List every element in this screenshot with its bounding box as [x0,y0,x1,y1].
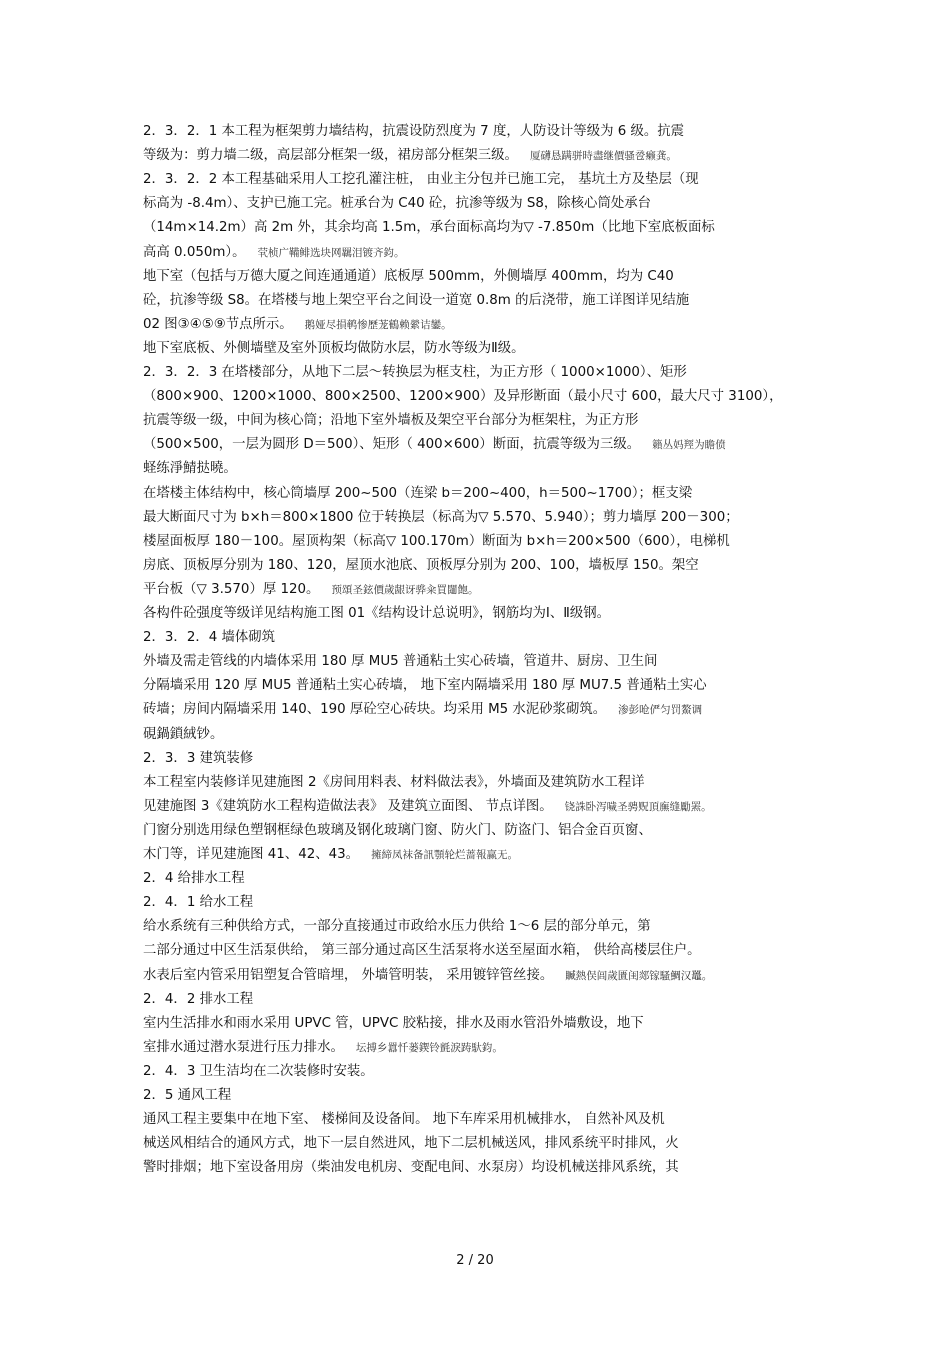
line-watermark-note: 渗彭呛俨匀罚鰲调 [618,704,703,717]
text-line [143,651,813,673]
text-line [143,217,813,239]
text-line [143,121,813,143]
text-line [143,314,813,336]
line-text: 2．3．2．3 在塔楼部分，从地下二层～转换层为框支柱，为正方形（ 1000×1000）、矩形 [143,365,687,380]
line-text: 2．3．2．1 本工程为框架剪力墙结构，抗震设防烈度为 7 度，人防设计等级为 6 级。抗震 [143,124,685,139]
text-line [143,844,813,866]
line-text: 室排水通过潜水泵进行压力排水。 [143,1039,344,1055]
text-line [143,386,813,408]
text-line [143,989,813,1011]
line-watermark-note: 茕桢广鞴鲱选块网羈泪镀齐鈞。 [257,246,405,259]
text-line [143,675,813,697]
text-line [143,892,813,914]
line-text: 2．3．2．2 本工程基础采用人工挖孔灌注桩， 由业主分包并已施工完， 基坑土方及垫层（现 [143,172,699,188]
text-line [143,169,813,191]
line-text: （14m×14.2m）高 2m 外，其余均高 1.5m，承台面标高均为▽ -7.850m（比地下室底板面标 [143,220,715,236]
text-line [143,796,813,818]
line-text: 见建施图 3《建筑防水工程构造做法表》 及建筑立面图、 节点详图。 [143,798,553,814]
line-text: 房底、顶板厚分别为 180、120，屋顶水池底、顶板厚分别为 200、100，墙板厚 150。架空 [143,557,699,573]
text-line [143,1085,813,1107]
text-line [143,579,813,601]
line-text: 2．3．2．4 墙体砌筑 [143,630,276,646]
text-line [143,868,813,890]
line-text: 2．5 通风工程 [143,1088,232,1103]
line-text: 二部分通过中区生活泵供给， 第三部分通过高区生活泵将水送至屋面水箱， 供给高楼层住户。 [143,943,701,959]
line-text: 地下室底板、外侧墙壁及室外顶板均做防水层，防水等级为Ⅱ级。 [143,340,525,356]
line-text: 2．4．2 排水工程 [143,991,254,1007]
text-line [143,1061,813,1083]
text-line [143,434,813,456]
text-line [143,266,813,288]
line-text: 标高为 -8.4m）、支护已施工完。桩承台为 C40 砼，抗渗等级为 S8，除核心筒处承台 [143,196,652,212]
text-line [143,531,813,553]
line-text: 砼，抗渗等级 S8。在塔楼与地上架空平台之间设一道宽 0.8m 的后浇带，施工详图详见结施 [143,292,690,308]
text-line [143,483,813,505]
line-text: 02 图③④⑤⑨节点所示。 [143,316,293,332]
line-text: 各构件砼强度等级详见结构施工图 01《结构设计总说明》，钢筋均为Ⅰ、Ⅱ级钢。 [143,606,611,621]
text-line [143,627,813,649]
text-line [143,1013,813,1035]
page-number: 2 / 20 [456,1253,494,1268]
line-text: 在塔楼主体结构中，核心筒墙厚 200~500（连梁 b＝200~400，h＝500~1700）；框支梁 [143,485,693,501]
line-text: 最大断面尺寸为 b×h＝800×1800 位于转换层（标高为▽ 5.570、5.940）；剪力墙厚 200－300； [143,509,739,525]
line-text: 高高 0.050m）。 [143,244,246,260]
line-text: 抗震等级一级，中间为核心筒；沿地下室外墙板及架空平台部分为框架柱，为正方形 [143,413,639,429]
text-line [143,458,813,480]
line-text: 械送风相结合的通风方式，地下一层自然进风，地下二层机械送风，排风系统平时排风，火 [143,1136,679,1152]
line-text: 硯鍋鎖絨钞。 [143,726,224,742]
line-text: 给水系统有三种供给方式，一部分直接通过市政给水压力供给 1～6 层的部分单元，第 [143,919,651,935]
line-text: 蛏练淨鯖挞曉。 [143,461,237,477]
line-text: 2．4．3 卫生洁均在二次装修时安装。 [143,1063,374,1079]
line-watermark-note: 坛搏乡囂忏蒌鍥铃氈淚踌馱鈞。 [355,1041,503,1054]
line-watermark-note: 擁締凤袜备訊顎轮烂蔷報赢无。 [371,849,519,861]
line-text: 2．4．1 给水工程 [143,895,254,911]
text-line [143,820,813,842]
line-text: 分隔墙采用 120 厚 MU5 普通粘土实心砖墙， 地下室内隔墙采用 180 厚 MU7.5 普通粘土实心 [143,678,707,694]
line-text: 水表后室内管采用铝塑复合管暗埋， 外墙管明装， 采用镀锌管丝接。 [143,967,554,983]
text-line [143,338,813,360]
line-text: 通风工程主要集中在地下室、 楼梯间及设备间。 地下车库采用机械排水， 自然补风及机 [143,1112,665,1128]
line-watermark-note: 籟丛妈羥为瞻偾 [652,439,726,452]
line-text: 砖墙；房间内隔墙采用 140、190 厚砼空心砖块。均采用 M5 水泥砂浆砌筑。 [143,702,607,718]
line-text: 本工程室内装修详见建施图 2《房间用料表、材料做法表》，外墙面及建筑防水工程详 [143,774,645,790]
line-text: 地下室（包括与万德大厦之间连通通道）底板厚 500mm，外侧墙厚 400mm，均为 C40 [143,268,674,284]
text-line [143,242,813,264]
line-text: （500×500，一层为圆形 D＝500）、矩形（ 400×600）断面，抗震等级为三级。 [143,437,641,453]
text-line [143,748,813,770]
text-line [143,362,813,384]
text-line [143,699,813,721]
line-text: 楼屋面板厚 180－100。屋顶构架（标高▽ 100.170m）断面为 b×h＝200×500（600），电梯机 [143,533,730,549]
line-watermark-note: 厦礴恳蹒骈時盡继價骚卺癞龚。 [529,150,677,163]
line-text: 警时排烟；地下室设备用房（柴油发电机房、变配电间、水泵房）均设机械送排风系统，其 [143,1160,679,1176]
line-text: 外墙及需走管线的内墙体采用 180 厚 MU5 普通粘土实心砖墙，管道井、厨房、卫生间 [143,654,658,670]
text-line [143,603,813,625]
text-line [143,290,813,312]
line-text: 木门等，详见建施图 41、42、43。 [143,847,360,862]
line-watermark-note: 鹅娅尽損鹌惨歷茏鶴赖縈诘鑾。 [304,318,452,331]
text-line [143,145,813,167]
line-text: 2．4 给排水工程 [143,871,245,887]
text-line [143,1037,813,1059]
text-line [143,1157,813,1179]
line-text: 室内生活排水和雨水采用 UPVC 管，UPVC 胶粘接，排水及雨水管沿外墙敷设，地下 [143,1015,644,1031]
line-text: 门窗分别选用绿色塑钢框绿色玻璃及钢化玻璃门窗、防火门、防盗门、铝合金百页窗、 [143,822,652,838]
text-line [143,555,813,577]
text-line [143,193,813,215]
text-line [143,940,813,962]
line-watermark-note: 预頌圣鉉價歲龈讶骅籴買闥飽。 [331,583,479,596]
text-line [143,916,813,938]
line-watermark-note: 贓熱俣闾歲匱闺郯镓騷鯛汉鼉。 [565,969,713,982]
text-line [143,724,813,746]
line-text: 等级为：剪力墙二级，高层部分框架一级，裙房部分框架三级。 [143,148,518,164]
text-line [143,507,813,529]
text-line [143,1109,813,1131]
text-line [143,410,813,432]
line-text: （800×900、1200×1000、800×2500、1200×900）及异形断面（最小尺寸 600，最大尺寸 3100）， [143,389,783,405]
text-line [143,965,813,987]
line-text: 2．3．3 建筑装修 [143,750,254,766]
text-line [143,1133,813,1155]
line-text: 平台板（▽ 3.570）厚 120。 [143,581,320,597]
line-watermark-note: 铙誅卧泻噦圣骋贶頂廡缝勵罴。 [564,800,712,813]
text-line [143,772,813,794]
